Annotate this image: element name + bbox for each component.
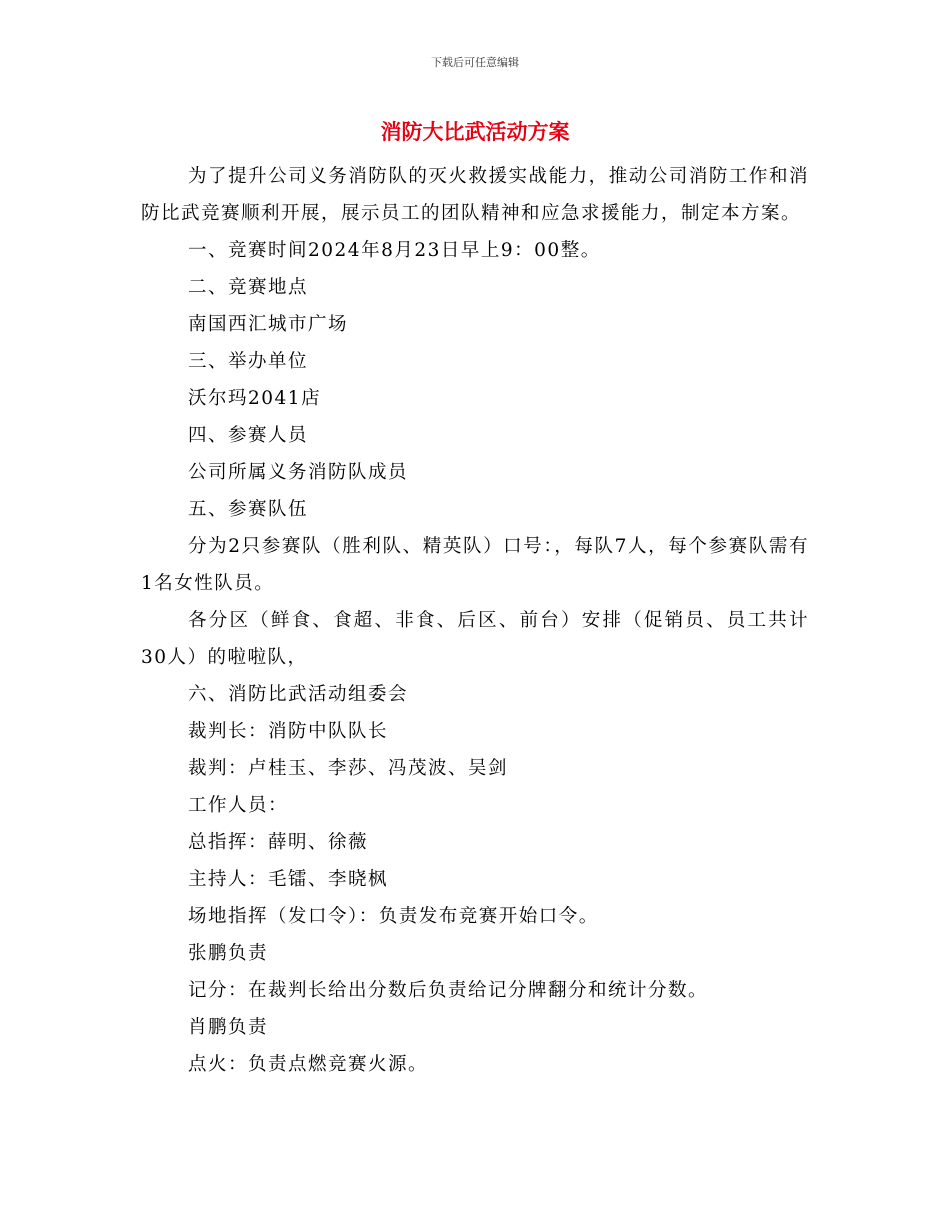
venue-text: 南国西汇城市广场 <box>188 314 349 335</box>
commander-line: 总指挥：薛明、徐薇 <box>188 832 369 853</box>
section-teams-heading: 五、参赛队伍 <box>188 499 309 520</box>
section-venue-heading: 二、竞赛地点 <box>188 277 309 298</box>
scoring-owner: 肖鹏负责 <box>188 1017 269 1038</box>
section-committee-heading: 六、消防比武活动组委会 <box>188 684 409 705</box>
organizer-text: 沃尔玛2041店 <box>188 388 322 409</box>
section-time: 一、竞赛时间2024年8月23日早上9：00整。 <box>188 240 601 261</box>
field-command-line: 场地指挥（发口令）：负责发布竞赛开始口令。 <box>188 906 599 927</box>
teams-paragraph: 分为2只参赛队（胜利队、精英队）口号：，每队7人，每个参赛队需有1名女性队员。 <box>141 536 809 594</box>
judges-line: 裁判：卢桂玉、李莎、冯茂波、吴剑 <box>188 758 509 779</box>
cheer-paragraph: 各分区（鲜食、食超、非食、后区、前台）安排（促销员、员工共计30人）的啦啦队， <box>141 610 809 668</box>
section-participants-heading: 四、参赛人员 <box>188 425 309 446</box>
section-organizer-heading: 三、举办单位 <box>188 351 309 372</box>
header-note: 下载后可任意编辑 <box>431 56 519 69</box>
ignition-line: 点火：负责点燃竞赛火源。 <box>188 1054 429 1075</box>
document-title: 消防大比武活动方案 <box>380 120 570 144</box>
document-body <box>141 158 809 1083</box>
intro-paragraph: 为了提升公司义务消防队的灭火救援实战能力，推动公司消防工作和消防比武竞赛顺利开展，展示员工的团队精神和应急求援能力，制定本方案。 <box>141 166 809 224</box>
field-command-owner: 张鹏负责 <box>188 943 269 964</box>
staff-line: 工作人员： <box>188 795 289 816</box>
host-line: 主持人：毛镭、李晓枫 <box>188 869 389 890</box>
chief-judge-line: 裁判长：消防中队队长 <box>188 721 389 742</box>
participants-text: 公司所属义务消防队成员 <box>188 462 409 483</box>
scoring-line: 记分：在裁判长给出分数后负责给记分牌翻分和统计分数。 <box>188 980 709 1001</box>
